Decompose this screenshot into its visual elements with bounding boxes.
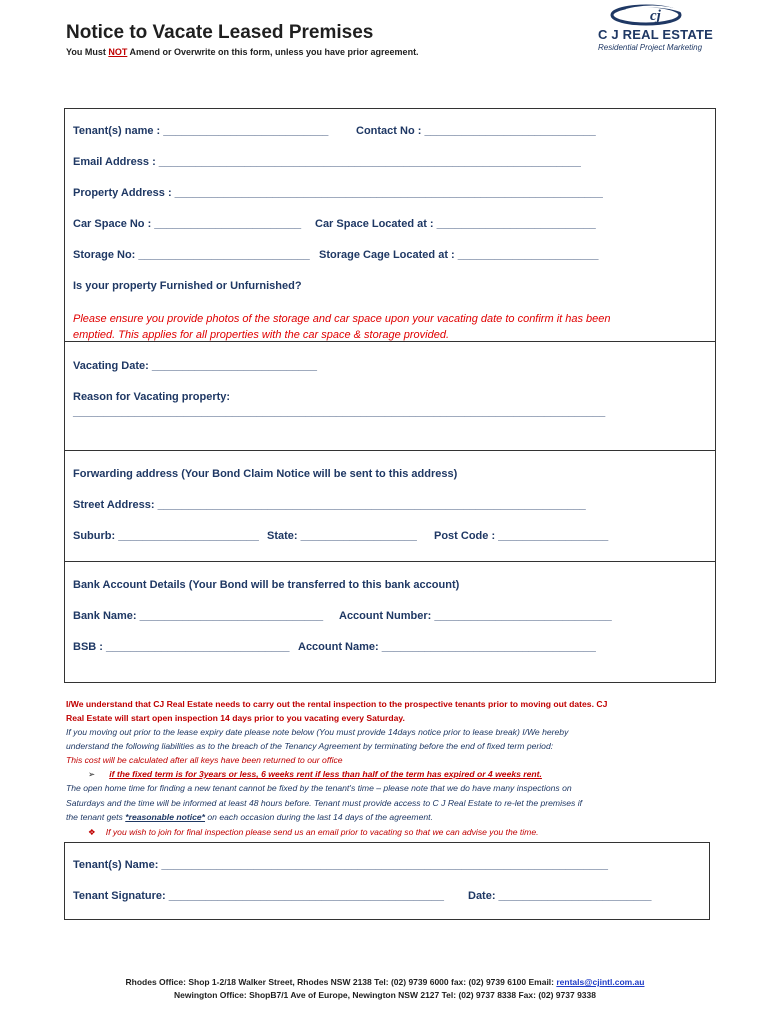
property-address-field[interactable]: Property Address : ______________________________________________________________________: [73, 187, 603, 199]
logo-name: C J REAL ESTATE: [598, 27, 713, 42]
storage-no-field[interactable]: Storage No: ____________________________: [73, 249, 310, 261]
bank-details-section: [64, 561, 716, 683]
storage-cage-field[interactable]: Storage Cage Located at : _______________________: [319, 249, 599, 261]
photos-note-line-2: emptied. This applies for all properties with the car space & storage provided.: [73, 329, 450, 341]
forwarding-address-section: [64, 450, 716, 562]
suburb-field[interactable]: Suburb: _______________________: [73, 530, 259, 542]
tenant-name-field[interactable]: Tenant(s) name : ___________________________: [73, 125, 329, 137]
bsb-field[interactable]: BSB : ______________________________: [73, 641, 290, 653]
notice-bullet-2: [88, 825, 736, 839]
vacating-date-field[interactable]: Vacating Date: ___________________________: [73, 360, 318, 372]
notice-bullet-2-text: If you wish to join for final inspection please send us an email prior to vacating so that we can advise you the time.: [105, 827, 539, 837]
notice-line-8: [66, 810, 714, 824]
photos-note-line-1: Please ensure you provide photos of the storage and car space upon your vacating date to confirm it has been: [73, 313, 611, 325]
notice-line-5: This cost will be calculated after all keys have been returned to our office: [66, 755, 343, 765]
car-space-no-field[interactable]: Car Space No : ________________________: [73, 218, 302, 230]
notice-line-3: If you moving out prior to the lease expiry date please note below (You must provide 14days notice prior to lease break) I/We hereby: [66, 727, 569, 737]
arrow-bullet-icon: ➢: [88, 769, 96, 779]
logo-monogram: cj: [650, 8, 661, 24]
diamond-bullet-icon: ❖: [88, 827, 96, 837]
warning-suffix: Amend or Overwrite on this form, unless you have prior agreement.: [127, 47, 419, 57]
post-code-field[interactable]: Post Code : __________________: [434, 530, 609, 542]
reasonable-notice: *reasonable notice*: [125, 812, 206, 822]
footer-rhodes-text: Rhodes Office: Shop 1-2/18 Walker Street, Rhodes NSW 2138 Tel: (02) 9739 6000 fax: (02) 9739 6100 Email:: [125, 977, 557, 987]
tenant-signature-field[interactable]: Tenant Signature: _____________________________________________: [73, 890, 445, 902]
notice-line-7: Saturdays and the time will be informed at least 48 hours before. Tenant must provide access to C J Real Estate to re-let the premises if: [66, 798, 583, 808]
street-address-field[interactable]: Street Address: ______________________________________________________________________: [73, 499, 586, 511]
notice-bullet-1-text: if the fixed term is for 3years or less, 6 weeks rent if less than half of the term has expired or 4 weeks rent.: [109, 769, 542, 779]
notice-line-1: I/We understand that CJ Real Estate needs to carry out the rental inspection to the prospective tenants prior to moving out dates. CJ: [66, 699, 608, 709]
tenant-names-field[interactable]: Tenant(s) Name: _________________________________________________________________________: [73, 859, 609, 871]
photos-note: [73, 311, 709, 343]
notice-line-4: understand the following liabilities as to the breach of the Tenancy Agreement by terminating before the end of fixed term period:: [66, 741, 554, 751]
reason-label: Reason for Vacating property:: [73, 391, 231, 403]
reason-field[interactable]: _______________________________________________________________________________________: [73, 406, 606, 418]
warning-prefix: You Must: [66, 47, 109, 57]
notice-line-8-pre: the tenant gets: [66, 812, 126, 822]
logo-tagline: Residential Project Marketing: [598, 43, 703, 52]
notice-line-6: The open home time for finding a new tenant cannot be fixed by the tenant's time – please note that we do have many inspections on: [66, 783, 572, 793]
footer-rhodes: [0, 977, 770, 987]
vacating-section: [64, 341, 716, 451]
furnished-question: Is your property Furnished or Unfurnished?: [73, 280, 302, 292]
notice-line-2: Real Estate will start open inspection 14 days prior to you vacating every Saturday.: [66, 713, 405, 723]
tenant-details-section: [64, 108, 716, 342]
contact-no-field[interactable]: Contact No : ____________________________: [356, 125, 596, 137]
bank-heading: Bank Account Details (Your Bond will be transferred to this bank account): [73, 579, 460, 591]
account-number-field[interactable]: Account Number: _____________________________: [339, 610, 612, 622]
state-field[interactable]: State: ___________________: [267, 530, 417, 542]
form-warning: [66, 47, 419, 57]
warning-not: NOT: [108, 47, 128, 57]
page-title: Notice to Vacate Leased Premises: [66, 22, 374, 43]
signature-date-field[interactable]: Date: _________________________: [468, 890, 652, 902]
account-name-field[interactable]: Account Name: ___________________________________: [298, 641, 596, 653]
email-address-field[interactable]: Email Address : _____________________________________________________________________: [73, 156, 581, 168]
signature-section: [64, 842, 710, 920]
footer-email-link[interactable]: rentals@cjintl.com.au: [556, 977, 645, 987]
notice-bullet-1: [88, 767, 736, 781]
bank-name-field[interactable]: Bank Name: ______________________________: [73, 610, 324, 622]
car-space-located-field[interactable]: Car Space Located at : __________________________: [315, 218, 596, 230]
forwarding-heading: Forwarding address (Your Bond Claim Notice will be sent to this address): [73, 468, 458, 480]
footer-newington: Newington Office: ShopB7/1 Ave of Europe, Newington NSW 2127 Tel: (02) 9737 8338 Fax: (02) 9737 9338: [174, 990, 596, 1000]
notice-line-8-post: on each occasion during the last 14 days of the agreement.: [205, 812, 433, 822]
